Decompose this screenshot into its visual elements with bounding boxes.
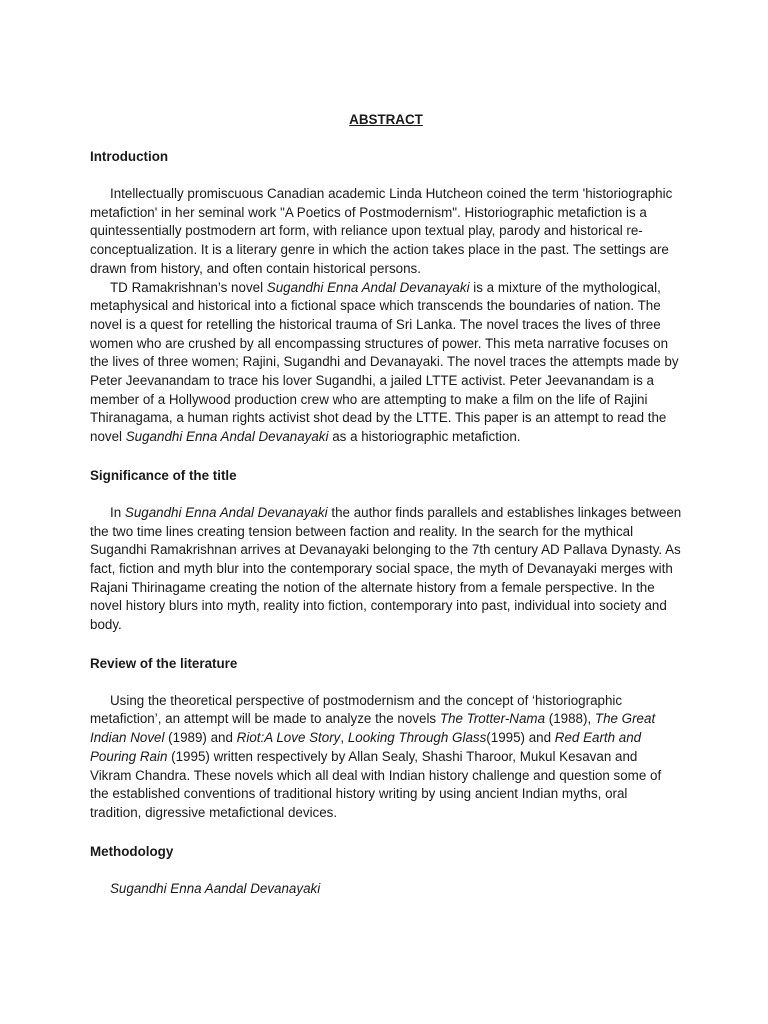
italic-text: The Trotter-Nama [439, 711, 546, 727]
paragraph [90, 880, 682, 899]
section [90, 842, 682, 899]
section-heading: Methodology [90, 843, 174, 859]
paragraph [90, 185, 682, 279]
italic-text: Sugandhi Enna Andal Devanayaki [124, 504, 328, 520]
paragraph [90, 504, 682, 635]
section [90, 466, 682, 635]
text-run: (1995) written respectively by Allan Sealy, Shashi Tharoor, Mukul Kesavan and Vikram Chandra. These novels which all deal with Indian history challenge and question some of the established conventions of traditional history writing by using ancient Indian myths, oral tradition, digressive metafictional devices. [90, 748, 662, 820]
text-run: Intellectually promiscuous Canadian academic Linda Hutcheon coined the term 'historiographic metafiction' in her seminal work "A Poetics of Postmodernism". Historiographic metafiction is a quintessentially postmodern art form, with reliance upon textual play, parody and historical re-conceptualization. It is a literary genre in which the action takes place in the past. The settings are drawn from history, and often contain historical persons. [90, 186, 673, 276]
text-run: the author finds parallels and establishes linkages between the two time lines creating tension between faction and reality. In the search for the mythical Sugandhi Ramakrishnan arrives at Devanayaki belonging to the 7th century AD Pallava Dynasty. As fact, fiction and myth blur into the contemporary social space, the myth of Devanayaki merges with Rajani Thirinagame creating the notion of the alternate history from a female perspective. In the novel history blurs into myth, reality into fiction, contemporary into past, individual into society and body. [90, 504, 682, 633]
text-run: (1989) and [164, 730, 237, 746]
italic-text: Looking Through Glass [347, 730, 487, 746]
document-title: ABSTRACT [349, 112, 423, 127]
italic-text: Riot:A Love Story [236, 730, 341, 746]
section-heading: Introduction [90, 149, 169, 164]
text-run: is a mixture of the mythological, metaphysical and historical into a fictional space which transcends the boundaries of nation. The novel is a quest for retelling the historical trauma of Sri Lanka. The novel traces the lives of three women who are crushed by all encompassing structures of power. This meta narrative focuses on the lives of three women; Rajini, Sugandhi and Devanayaki. The novel traces the attempts made by Peter Jeevanandam to trace his lover Sugandhi, a jailed LTTE activist. Peter Jeevanandam is a member of a Hollywood production crew who are attempting to make a film on the life of Rajini Thiranagama, a human rights activist shot dead by the LTTE. This paper is an attempt to read the novel [90, 279, 679, 445]
text-run: In [110, 504, 125, 520]
italic-text: Sugandhi Enna Aandal Devanayaki [110, 880, 321, 896]
text-run: (1995) and [486, 730, 555, 746]
text-run: as a historiographic metafiction. [328, 429, 521, 445]
text-run: Using the theoretical perspective of postmodernism and the concept of ‘historiographic metafiction’, an attempt will be made to analyze the novels [90, 692, 623, 727]
section-heading: Significance of the title [90, 467, 237, 483]
italic-text: Sugandhi Enna Andal Devanayaki [125, 429, 329, 445]
italic-text: Red Earth and Pouring Rain [90, 730, 642, 764]
paragraph [90, 692, 682, 823]
italic-text: Sugandhi Enna Andal Devanayaki [266, 279, 470, 295]
document-body [90, 147, 682, 898]
section-heading: Review of the literature [90, 655, 238, 671]
text-run: (1988), [545, 711, 595, 727]
document-page [90, 110, 682, 917]
italic-text: The Great Indian Novel [90, 711, 656, 746]
text-run: TD Ramakrishnan’s novel [110, 279, 267, 295]
section [90, 147, 682, 447]
text-run: , [340, 730, 348, 746]
paragraph [90, 279, 682, 447]
section [90, 654, 682, 823]
